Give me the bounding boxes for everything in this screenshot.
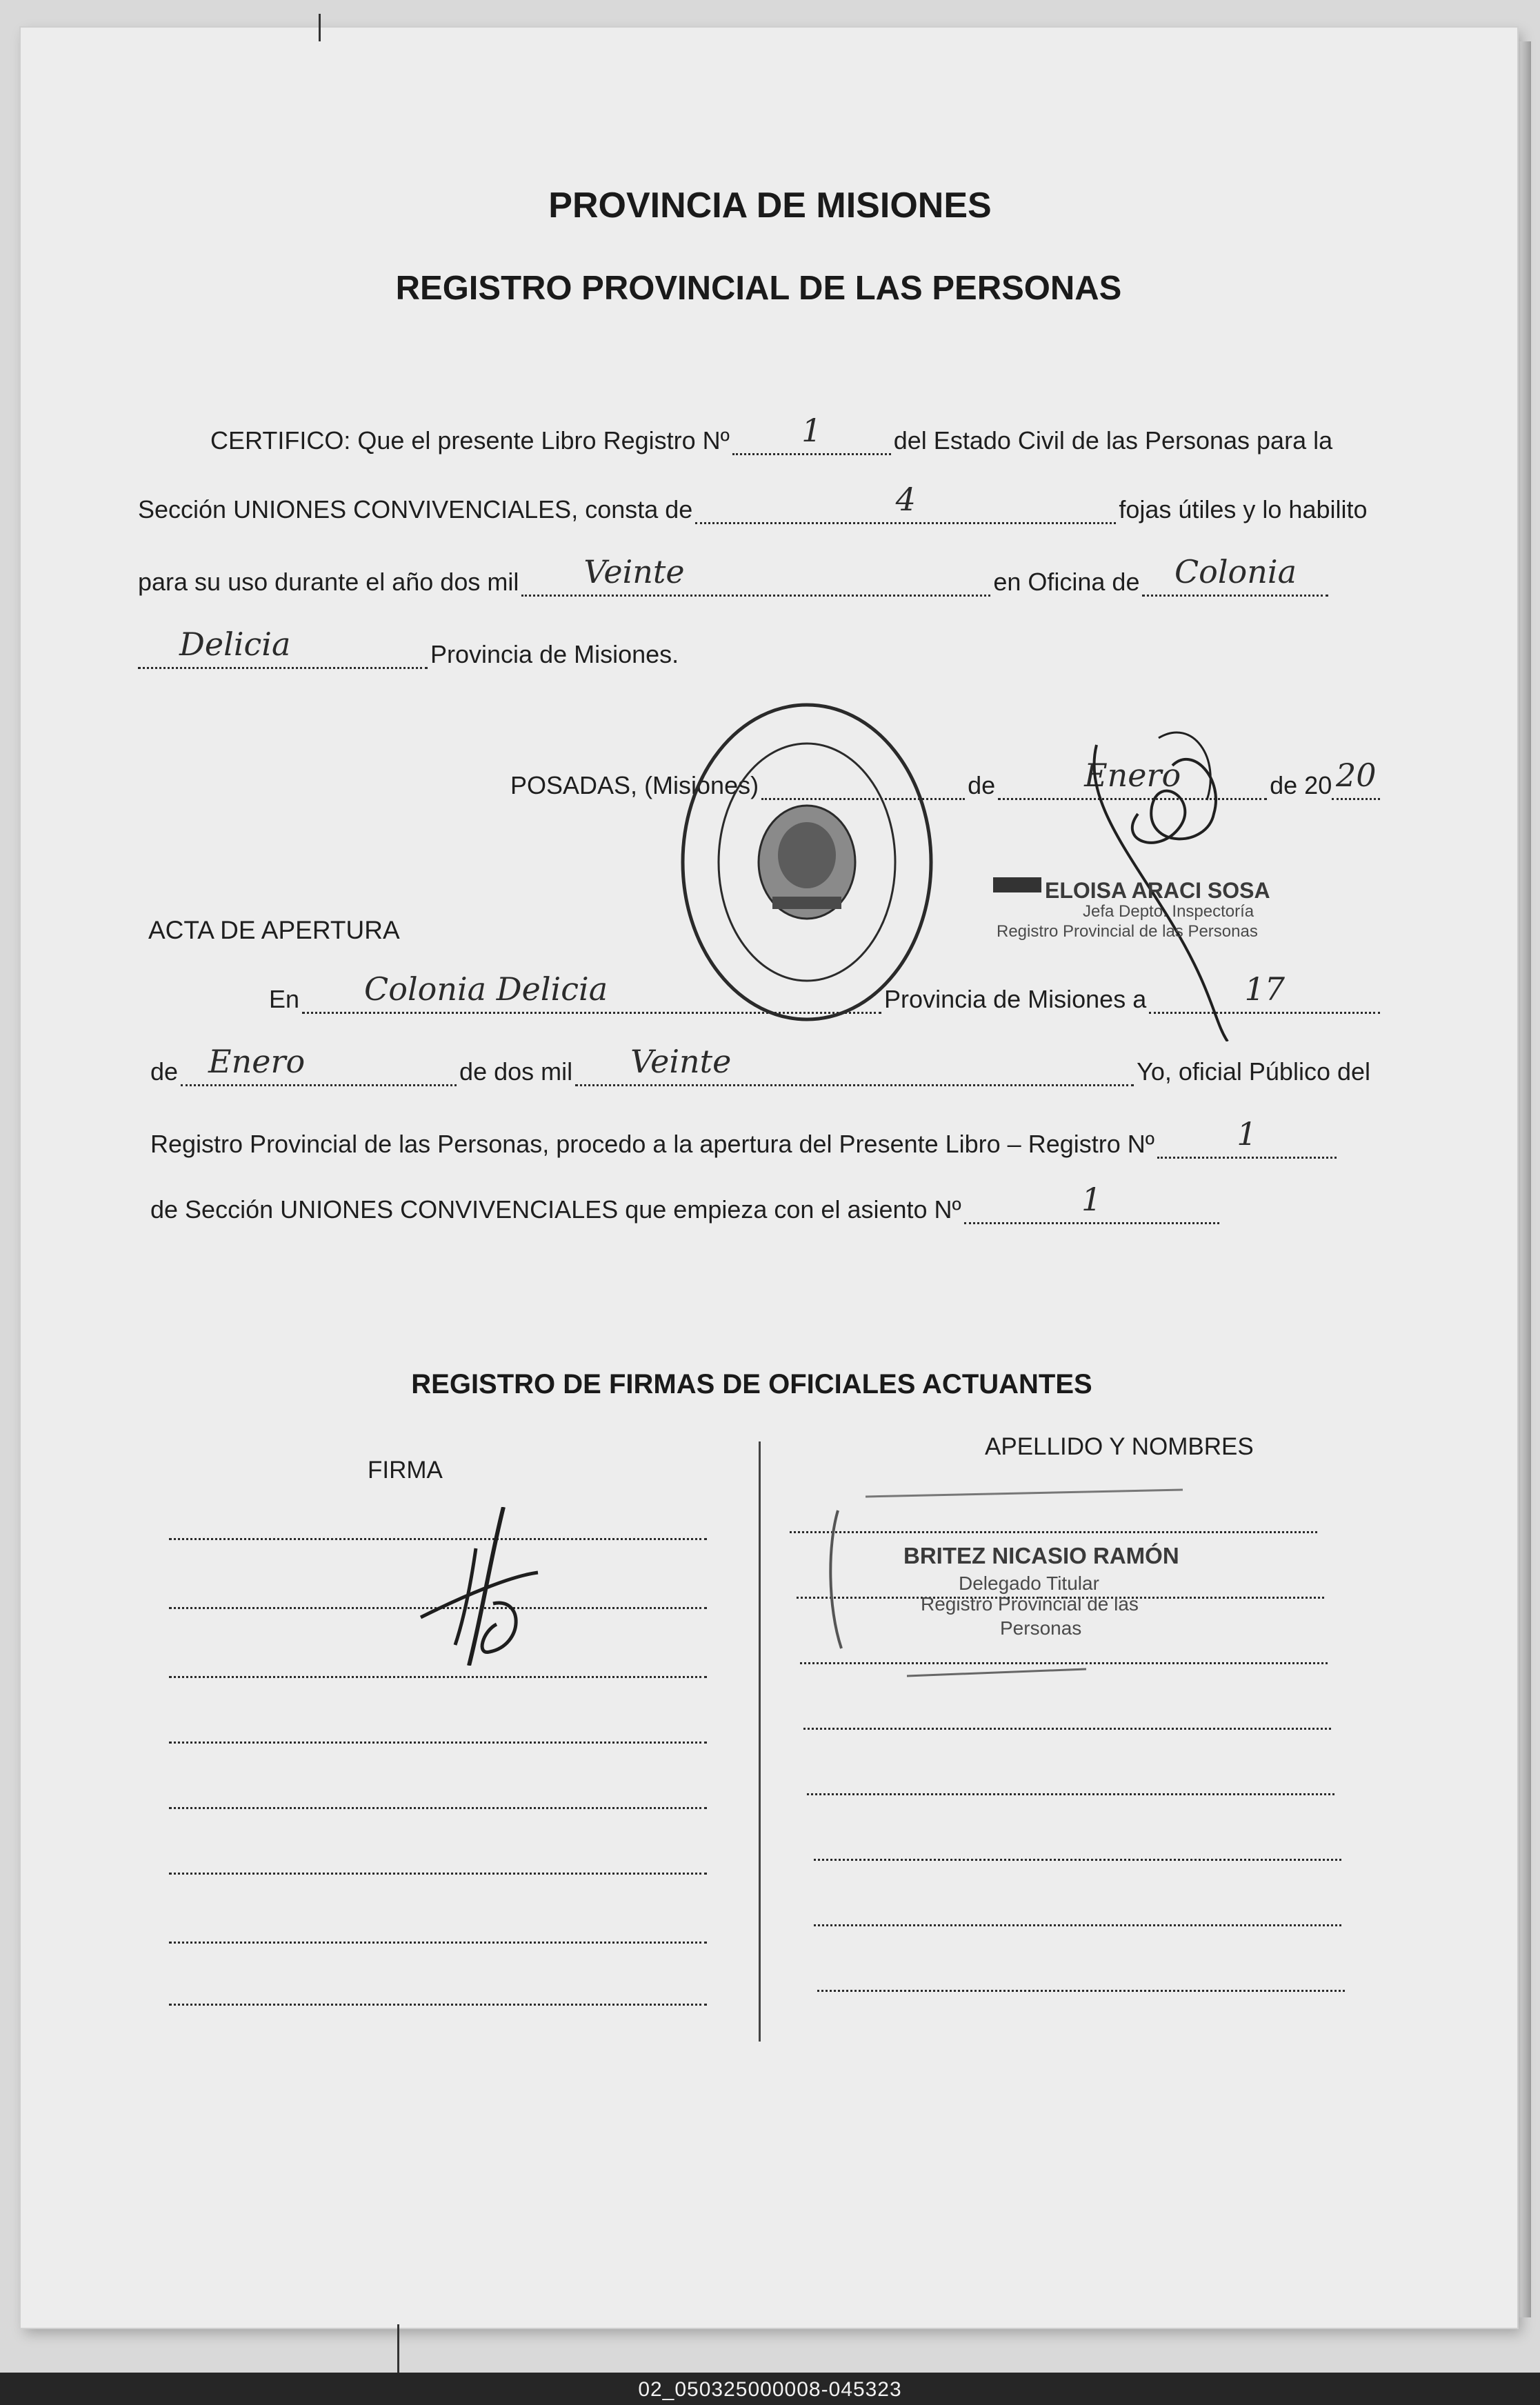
fecha-line (510, 759, 1414, 800)
nombres-line (814, 1924, 1341, 1926)
column-divider (759, 1441, 761, 2042)
oficina-field-1 (1142, 553, 1328, 597)
acta-text: Provincia de Misiones a (884, 985, 1147, 1013)
nombres-line (803, 1728, 1331, 1730)
fojas-field (695, 481, 1116, 524)
acta-lugar-value: Colonia Delicia (364, 970, 608, 1008)
certificado-line-3 (138, 555, 1414, 597)
firma-signature (414, 1507, 552, 1666)
certificado-line-2 (138, 483, 1414, 524)
firma-line (169, 1807, 707, 1809)
acta-line-3 (150, 1117, 1406, 1159)
mes-value: Enero (1084, 757, 1181, 794)
acta-text: Registro Provincial de las Personas, procedo a la apertura del Presente Libro – Registro Nº (150, 1130, 1154, 1158)
acta-text: Yo, oficial Público del (1137, 1057, 1371, 1086)
oficina-field-2 (138, 626, 428, 669)
acta-text: de (150, 1057, 179, 1086)
firma-line (169, 1942, 707, 1944)
acta-mes-field (181, 1043, 457, 1086)
official-name-stamp: ELOISA ARACI SOSA (1045, 878, 1270, 903)
de-text: de (968, 771, 996, 799)
acta-line-1 (269, 972, 1400, 1014)
anio-value: Veinte (583, 553, 685, 590)
firma-line (169, 1873, 707, 1875)
acta-dia-field (1149, 970, 1380, 1014)
scan-mark-bottom (397, 2324, 399, 2373)
acta-anio-value: Veinte (630, 1043, 732, 1080)
lugar-text: POSADAS, (Misiones) (510, 771, 759, 799)
certificado-line-4 (138, 628, 966, 669)
libro-number-field (732, 412, 891, 455)
acta-mes-value: Enero (208, 1043, 306, 1080)
nombres-line (807, 1793, 1334, 1795)
acta-text: de Sección UNIONES CONVIVENCIALES que empieza con el asiento Nº (150, 1195, 961, 1224)
scan-file-id: 02_050325000008-045323 (638, 2378, 902, 2401)
acta-dia-value: 17 (1244, 970, 1285, 1008)
delegate-role-stamp: Delegado Titular (959, 1573, 1099, 1594)
nombres-column-header: APELLIDO Y NOMBRES (985, 1433, 1254, 1460)
acta-line-2 (150, 1045, 1406, 1086)
fojas-value: 4 (895, 481, 916, 518)
firma-line (169, 1676, 707, 1678)
oficina-value-2: Delicia (179, 626, 291, 663)
delegate-name-stamp: BRITEZ NICASIO RAMÓN (903, 1543, 1179, 1568)
certificado-text: del Estado Civil de las Personas para la (893, 426, 1333, 455)
anio-corto-value: 20 (1335, 757, 1377, 794)
acta-text: de dos mil (459, 1057, 573, 1086)
nombres-line (814, 1859, 1341, 1861)
acta-asiento-value: 1 (1081, 1181, 1102, 1218)
delegate-role-stamp: Personas (1000, 1617, 1082, 1639)
certificado-text: Provincia de Misiones. (430, 640, 679, 668)
anio-field (521, 553, 990, 597)
scan-mark-top (319, 14, 321, 41)
acta-asiento-field (964, 1181, 1219, 1224)
acta-anio-field (575, 1043, 1134, 1086)
certificado-text: CERTIFICO: Que el presente Libro Registro Nº (210, 426, 730, 455)
acta-libro-value: 1 (1237, 1115, 1257, 1152)
document-title: PROVINCIA DE MISIONES (548, 186, 992, 226)
official-role-stamp: Registro Provincial de las Personas (997, 922, 1258, 941)
certificado-text: fojas útiles y lo habilito (1119, 495, 1368, 523)
document-subtitle: REGISTRO PROVINCIAL DE LAS PERSONAS (395, 270, 1122, 307)
certificado-text: Sección UNIONES CONVIVENCIALES, consta de (138, 495, 693, 523)
acta-libro-field (1157, 1115, 1337, 1159)
acta-lugar-field (302, 970, 881, 1014)
certificado-text: en Oficina de (993, 568, 1140, 596)
libro-number-value: 1 (801, 412, 822, 449)
firmas-section-title: REGISTRO DE FIRMAS DE OFICIALES ACTUANTES (411, 1369, 1092, 1399)
anio-corto-field (1332, 757, 1380, 800)
official-role-stamp: Jefa Depto. Inspectoría (1083, 902, 1254, 921)
acta-text: En (269, 985, 300, 1013)
firma-column-header: FIRMA (368, 1457, 443, 1484)
firma-line (169, 1742, 707, 1744)
delegate-role-stamp: Registro Provincial de las (921, 1593, 1139, 1615)
document-page (21, 28, 1517, 2328)
oficina-value-1: Colonia (1174, 553, 1297, 590)
nombres-line (817, 1990, 1345, 1992)
de-text: de 20 (1270, 771, 1332, 799)
acta-title: ACTA DE APERTURA (148, 916, 400, 944)
stamp-bar (993, 877, 1041, 892)
certificado-text: para su uso durante el año dos mil (138, 568, 519, 596)
firma-line (169, 2004, 707, 2006)
certificado-line-1 (210, 414, 1414, 455)
acta-line-4 (150, 1183, 1268, 1224)
